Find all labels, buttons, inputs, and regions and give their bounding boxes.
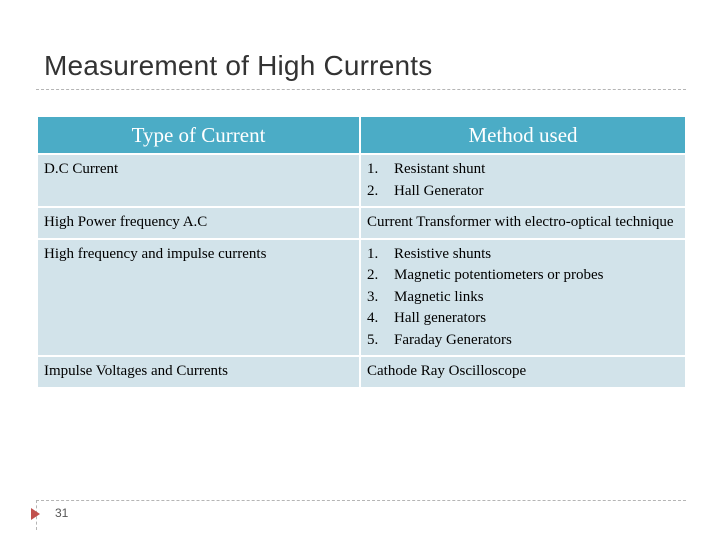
page-number: 31	[55, 506, 69, 520]
table-row	[37, 154, 686, 207]
list-number: 4.	[367, 310, 379, 326]
list-item	[367, 159, 679, 181]
cell-type: D.C Current	[37, 154, 360, 207]
method-list	[367, 159, 679, 202]
cell-method: Current Transformer with electro-optical technique	[360, 207, 686, 239]
list-item	[367, 287, 679, 309]
list-text: Faraday Generators	[394, 331, 512, 348]
list-number: 1.	[367, 245, 379, 262]
list-number: 2.	[367, 267, 379, 283]
list-item	[367, 308, 679, 330]
header-type-of-current: Type of Current	[37, 116, 360, 154]
list-number: 3.	[367, 288, 379, 305]
cell-type: High Power frequency A.C	[37, 207, 360, 239]
cell-type: Impulse Voltages and Currents	[37, 356, 360, 388]
methods-table-container	[36, 115, 685, 389]
header-method-used: Method used	[360, 116, 686, 154]
list-text: Magnetic links	[394, 288, 484, 305]
triangle-arrow-icon	[31, 508, 40, 520]
cell-method: Cathode Ray Oscilloscope	[360, 356, 686, 388]
list-item	[367, 244, 679, 266]
list-number: 5.	[367, 331, 379, 348]
title-divider	[36, 89, 686, 90]
table-header-row	[37, 116, 686, 154]
list-item	[367, 330, 679, 352]
cell-type: High frequency and impulse currents	[37, 239, 360, 357]
list-text: Magnetic potentiometers or probes	[394, 267, 604, 283]
cell-method	[360, 239, 686, 357]
method-list	[367, 244, 679, 352]
list-text: Hall Generator	[394, 182, 484, 199]
slide-title: Measurement of High Currents	[44, 50, 433, 81]
methods-table	[36, 115, 687, 389]
list-number: 2.	[367, 182, 379, 199]
list-text: Resistant shunt	[394, 161, 486, 177]
table-row	[37, 207, 686, 239]
cell-method	[360, 154, 686, 207]
list-text: Resistive shunts	[394, 245, 492, 262]
table-row	[37, 356, 686, 388]
table-row	[37, 239, 686, 357]
list-item	[367, 265, 679, 287]
list-item	[367, 181, 679, 203]
footer-divider	[36, 500, 686, 501]
list-text: Hall generators	[394, 310, 487, 326]
list-number: 1.	[367, 161, 379, 177]
